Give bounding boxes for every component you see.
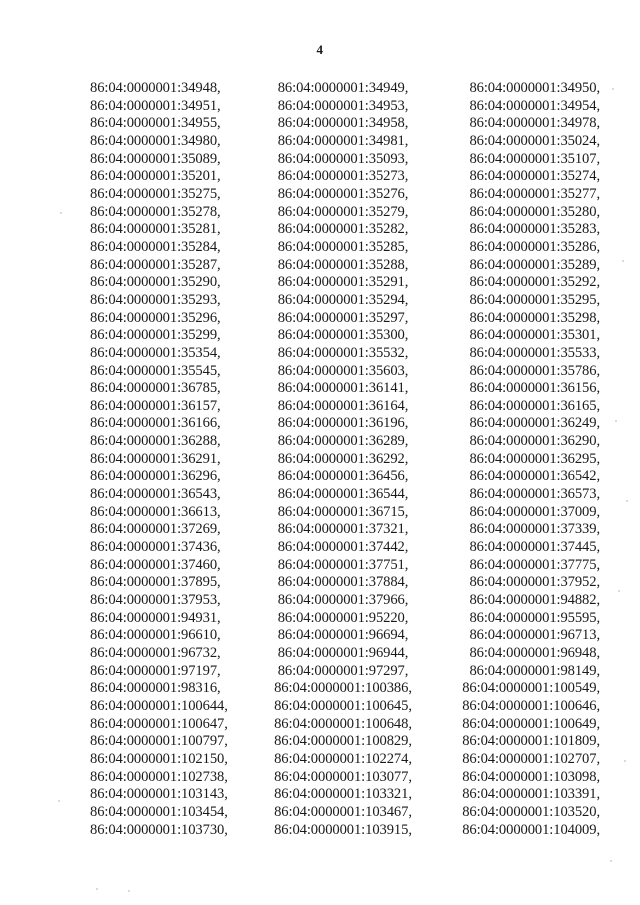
cadastral-number-entry: 86:04:0000001:36544,	[277, 486, 409, 503]
cadastral-number-entry: 86:04:0000001:104009,	[462, 821, 600, 838]
cadastral-number-entry: 86:04:0000001:37966,	[277, 592, 409, 609]
cadastral-number-entry: 86:04:0000001:35300,	[277, 327, 409, 344]
cadastral-number-entry: 86:04:0000001:35284,	[90, 238, 221, 255]
cadastral-number-entry: 86:04:0000001:37895,	[90, 574, 221, 591]
cadastral-number-entry: 86:04:0000001:37953,	[90, 592, 221, 609]
cadastral-number-entry: 86:04:0000001:102707,	[462, 750, 600, 767]
scan-speck	[60, 212, 62, 214]
cadastral-number-entry: 86:04:0000001:94931,	[90, 609, 221, 626]
scan-speck	[626, 500, 628, 502]
cadastral-number-entry: 86:04:0000001:96694,	[277, 627, 409, 644]
cadastral-number-entry: 86:04:0000001:37269,	[90, 521, 221, 538]
cadastral-number-entry: 86:04:0000001:37884,	[277, 574, 409, 591]
cadastral-number-entry: 86:04:0000001:35293,	[90, 291, 221, 308]
cadastral-number-entry: 86:04:0000001:103915,	[274, 821, 412, 838]
cadastral-number-entry: 86:04:0000001:100648,	[274, 715, 412, 732]
cadastral-number-entry: 86:04:0000001:35295,	[469, 291, 600, 308]
cadastral-number-entry: 86:04:0000001:36291,	[90, 450, 221, 467]
cadastral-number-entry: 86:04:0000001:35286,	[469, 238, 600, 255]
cadastral-number-entry: 86:04:0000001:37339,	[469, 521, 600, 538]
cadastral-number-entry: 86:04:0000001:34949,	[277, 80, 409, 96]
cadastral-number-entry: 86:04:0000001:35277,	[469, 185, 600, 202]
cadastral-number-entry: 86:04:0000001:34955,	[90, 115, 221, 132]
cadastral-number-entry: 86:04:0000001:98149,	[469, 662, 600, 679]
cadastral-number-entry: 86:04:0000001:36141,	[277, 380, 409, 397]
cadastral-number-entry: 86:04:0000001:96713,	[469, 627, 600, 644]
cadastral-number-entry: 86:04:0000001:36613,	[90, 503, 221, 520]
cadastral-number-entry: 86:04:0000001:102738,	[90, 768, 228, 785]
scan-speck	[618, 590, 620, 592]
cadastral-number-entry: 86:04:0000001:35301,	[469, 327, 600, 344]
cadastral-number-entry: 86:04:0000001:100549,	[462, 680, 600, 697]
cadastral-number-entry: 86:04:0000001:35603,	[277, 362, 409, 379]
cadastral-number-entry: 86:04:0000001:35107,	[469, 150, 600, 167]
cadastral-number-entry: 86:04:0000001:94882,	[469, 592, 600, 609]
scan-speck	[615, 420, 617, 422]
cadastral-number-entry: 86:04:0000001:36164,	[277, 397, 409, 414]
cadastral-number-entry: 86:04:0000001:35201,	[90, 168, 221, 185]
cadastral-number-entry: 86:04:0000001:103321,	[274, 786, 412, 803]
cadastral-number-entry: 86:04:0000001:35545,	[90, 362, 221, 379]
cadastral-number-entry: 86:04:0000001:36542,	[469, 468, 600, 485]
cadastral-number-entry: 86:04:0000001:96944,	[277, 645, 409, 661]
cadastral-number-entry: 86:04:0000001:36573,	[469, 486, 600, 503]
cadastral-number-entry: 86:04:0000001:35283,	[469, 221, 600, 238]
cadastral-number-entry: 86:04:0000001:35288,	[277, 256, 409, 273]
cadastral-number-entry: 86:04:0000001:103391,	[462, 786, 600, 803]
cadastral-number-entry: 86:04:0000001:36165,	[469, 397, 600, 414]
cadastral-number-entry: 86:04:0000001:96732,	[90, 645, 221, 661]
cadastral-number-entry: 86:04:0000001:98316,	[90, 680, 221, 697]
cadastral-number-entry: 86:04:0000001:35533,	[469, 344, 600, 361]
cadastral-number-entry: 86:04:0000001:100829,	[274, 733, 412, 750]
cadastral-number-entry: 86:04:0000001:34981,	[277, 132, 409, 149]
cadastral-number-entry: 86:04:0000001:35024,	[469, 132, 600, 149]
scan-speck	[622, 260, 624, 262]
cadastral-number-entry: 86:04:0000001:35276,	[277, 185, 409, 202]
scan-speck	[612, 88, 614, 90]
cadastral-number-entry: 86:04:0000001:103098,	[462, 768, 600, 785]
cadastral-number-entry: 86:04:0000001:100644,	[90, 697, 228, 714]
cadastral-number-entry: 86:04:0000001:34950,	[469, 80, 600, 96]
cadastral-number-entry: 86:04:0000001:36157,	[90, 397, 221, 414]
cadastral-number-entry: 86:04:0000001:35786,	[469, 362, 600, 379]
cadastral-number-entry: 86:04:0000001:36289,	[277, 433, 409, 450]
cadastral-number-entry: 86:04:0000001:35089,	[90, 150, 221, 167]
cadastral-number-entry: 86:04:0000001:37775,	[469, 556, 600, 573]
cadastral-number-entry: 86:04:0000001:36295,	[469, 450, 600, 467]
cadastral-number-entry: 86:04:0000001:100646,	[462, 697, 600, 714]
cadastral-number-entry: 86:04:0000001:103730,	[90, 821, 228, 838]
cadastral-number-entry: 86:04:0000001:36166,	[90, 415, 221, 432]
cadastral-number-entry: 86:04:0000001:36249,	[469, 415, 600, 432]
cadastral-number-entry: 86:04:0000001:36290,	[469, 433, 600, 450]
cadastral-number-entry: 86:04:0000001:103454,	[90, 803, 228, 820]
scan-speck	[96, 888, 98, 890]
cadastral-number-entry: 86:04:0000001:34954,	[469, 97, 600, 114]
cadastral-number-entry: 86:04:0000001:35273,	[277, 168, 409, 185]
cadastral-number-entry: 86:04:0000001:35278,	[90, 203, 221, 220]
cadastral-number-entry: 86:04:0000001:35279,	[277, 203, 409, 220]
cadastral-number-entry: 86:04:0000001:100647,	[90, 715, 228, 732]
cadastral-number-entry: 86:04:0000001:97297,	[277, 662, 409, 679]
cadastral-number-entry: 86:04:0000001:35532,	[277, 344, 409, 361]
cadastral-number-entry: 86:04:0000001:35294,	[277, 291, 409, 308]
cadastral-number-entry: 86:04:0000001:34951,	[90, 97, 221, 114]
cadastral-number-entry: 86:04:0000001:36785,	[90, 380, 221, 397]
scan-speck	[610, 860, 612, 862]
scan-speck	[624, 760, 626, 762]
cadastral-number-entry: 86:04:0000001:95595,	[469, 609, 600, 626]
cadastral-number-entry: 86:04:0000001:35291,	[277, 274, 409, 291]
cadastral-number-entry: 86:04:0000001:37436,	[90, 539, 221, 556]
cadastral-number-entry: 86:04:0000001:35290,	[90, 274, 221, 291]
cadastral-number-entry: 86:04:0000001:35280,	[469, 203, 600, 220]
cadastral-number-entry: 86:04:0000001:36156,	[469, 380, 600, 397]
cadastral-number-entry: 86:04:0000001:100649,	[462, 715, 600, 732]
cadastral-number-entry: 86:04:0000001:102150,	[90, 750, 228, 767]
cadastral-number-entry: 86:04:0000001:36543,	[90, 486, 221, 503]
cadastral-number-entry: 86:04:0000001:35289,	[469, 256, 600, 273]
cadastral-number-entry: 86:04:0000001:37321,	[277, 521, 409, 538]
cadastral-number-entry: 86:04:0000001:34958,	[277, 115, 409, 132]
cadastral-number-entry: 86:04:0000001:35093,	[277, 150, 409, 167]
cadastral-number-entry: 86:04:0000001:35298,	[469, 309, 600, 326]
cadastral-number-entry: 86:04:0000001:37952,	[469, 574, 600, 591]
cadastral-number-entry: 86:04:0000001:100797,	[90, 733, 228, 750]
cadastral-number-entry: 86:04:0000001:101809,	[462, 733, 600, 750]
cadastral-number-entry: 86:04:0000001:35354,	[90, 344, 221, 361]
page-number: 4	[316, 42, 324, 57]
cadastral-number-entry: 86:04:0000001:102274,	[274, 750, 412, 767]
cadastral-number-entry: 86:04:0000001:103467,	[274, 803, 412, 820]
cadastral-number-entry: 86:04:0000001:97197,	[90, 662, 221, 679]
cadastral-number-entry: 86:04:0000001:35297,	[277, 309, 409, 326]
cadastral-number-entry: 86:04:0000001:96610,	[90, 627, 221, 644]
cadastral-number-entry: 86:04:0000001:35292,	[469, 274, 600, 291]
cadastral-number-entry: 86:04:0000001:35296,	[90, 309, 221, 326]
cadastral-number-entry: 86:04:0000001:35274,	[469, 168, 600, 185]
cadastral-number-entry: 86:04:0000001:36456,	[277, 468, 409, 485]
cadastral-number-entry: 86:04:0000001:36292,	[277, 450, 409, 467]
cadastral-number-entry: 86:04:0000001:95220,	[277, 609, 409, 626]
cadastral-number-entry: 86:04:0000001:103520,	[462, 803, 600, 820]
cadastral-number-entry: 86:04:0000001:37442,	[277, 539, 409, 556]
cadastral-number-entry: 86:04:0000001:37460,	[90, 556, 221, 573]
cadastral-number-entry: 86:04:0000001:35281,	[90, 221, 221, 238]
cadastral-number-entry: 86:04:0000001:37751,	[277, 556, 409, 573]
scan-speck	[58, 800, 60, 802]
cadastral-number-entry: 86:04:0000001:37009,	[469, 503, 600, 520]
cadastral-number-entry: 86:04:0000001:36715,	[277, 503, 409, 520]
scan-speck	[128, 890, 130, 892]
cadastral-number-entry: 86:04:0000001:37445,	[469, 539, 600, 556]
cadastral-number-entry: 86:04:0000001:103143,	[90, 786, 228, 803]
cadastral-number-entry: 86:04:0000001:34980,	[90, 132, 221, 149]
cadastral-number-entry: 86:04:0000001:35285,	[277, 238, 409, 255]
cadastral-number-entry: 86:04:0000001:36196,	[277, 415, 409, 432]
cadastral-number-entry: 86:04:0000001:35282,	[277, 221, 409, 238]
cadastral-number-entry: 86:04:0000001:34948,	[90, 80, 221, 96]
cadastral-number-entry: 86:04:0000001:35275,	[90, 185, 221, 202]
cadastral-number-entry: 86:04:0000001:100645,	[274, 697, 412, 714]
cadastral-number-list	[82, 80, 602, 839]
cadastral-number-entry: 86:04:0000001:34953,	[277, 97, 409, 114]
cadastral-number-entry: 86:04:0000001:36296,	[90, 468, 221, 485]
cadastral-number-entry: 86:04:0000001:36288,	[90, 433, 221, 450]
cadastral-number-entry: 86:04:0000001:96948,	[469, 645, 600, 661]
cadastral-number-entry: 86:04:0000001:35299,	[90, 327, 221, 344]
cadastral-number-entry: 86:04:0000001:35287,	[90, 256, 221, 273]
cadastral-number-entry: 86:04:0000001:103077,	[274, 768, 412, 785]
cadastral-number-entry: 86:04:0000001:100386,	[274, 680, 412, 697]
cadastral-number-entry: 86:04:0000001:34978,	[469, 115, 600, 132]
